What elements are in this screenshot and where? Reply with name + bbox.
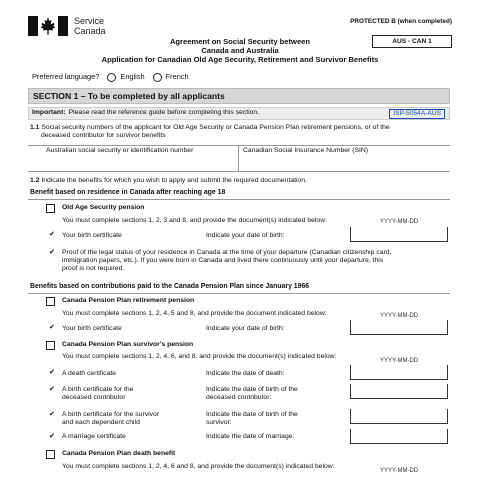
check-icon: ✔ [49, 324, 55, 331]
cpp-retirement-birth-date-input[interactable] [350, 320, 448, 335]
survivor-item-contributor-birth-cert: A birth certificate for the deceased contributor [62, 386, 134, 402]
australian-ssn-input[interactable] [46, 156, 236, 170]
cpp-survivor-date-format: YYYY-MM-DD [380, 358, 419, 364]
cpp-retirement-checkbox[interactable] [46, 297, 55, 306]
survivor-item-death-cert: A death certificate [62, 370, 117, 377]
cpp-death-benefit-checkbox[interactable] [46, 450, 55, 459]
oas-birth-date-input[interactable] [350, 227, 448, 242]
oas-date-format: YYYY-MM-DD [380, 219, 419, 225]
cpp-death-benefit-instruction: You must complete sections 1, 2, 4, 6 and 8, and provide the document(s) indicated below: [62, 463, 335, 470]
brand-name [74, 16, 106, 37]
check-icon: ✔ [49, 433, 55, 440]
canadian-sin-input[interactable] [242, 156, 448, 170]
section-1-header: SECTION 1 – To be completed by all applicants [28, 88, 450, 104]
residence-heading: Benefit based on residence in Canada after reaching age 18 [30, 189, 226, 196]
brand-line-1: Service [74, 16, 105, 26]
cpp-retirement-prompt: Indicate your date of birth: [206, 325, 285, 332]
maple-leaf-icon [38, 16, 58, 36]
language-question: Preferred language? [32, 72, 100, 82]
cpp-retirement-instruction: You must complete sections 1, 2, 4, 5 and 8, and provide the document indicated below: [62, 310, 327, 317]
q1-1-text-line1: Social security numbers of the applicant for Old Age Security or Canada Pension Plan retirement pensions, or of the [41, 124, 390, 131]
survivor-marriage-date-prompt: Indicate the date of marriage: [206, 433, 295, 440]
survivor-contributor-birth-date-input[interactable] [350, 384, 448, 399]
cpp-retirement-item: Your birth certificate [62, 325, 122, 332]
important-text: Please read the reference guide before completing this section. [68, 109, 260, 117]
survivor-death-date-input[interactable] [350, 365, 448, 380]
cpp-death-benefit-label: Canada Pension Plan death benefit [62, 450, 176, 457]
french-label: French [165, 72, 189, 82]
check-icon: ✔ [49, 231, 55, 238]
survivor-item-marriage-cert: A marriage certificate [62, 433, 126, 440]
cpp-retirement-label: Canada Pension Plan retirement pension [62, 297, 195, 304]
q1-2-number: 1.2 [30, 177, 40, 184]
check-icon: ✔ [49, 411, 55, 418]
survivor-death-date-prompt: Indicate the date of death: [206, 370, 285, 377]
cpp-retirement-date-format: YYYY-MM-DD [380, 313, 419, 319]
form-title [90, 37, 390, 64]
oas-item-birth-cert: Your birth certificate [62, 232, 122, 239]
canadian-sin-label: Canadian Social Insurance Number (SIN) [243, 147, 369, 154]
important-label: Important: [32, 109, 66, 117]
english-label: English [120, 72, 145, 82]
survivor-survivor-birth-prompt: Indicate the date of birth of the survivor: [206, 411, 298, 427]
survivor-item-survivor-birth-cert: A birth certificate for the survivor and each dependent child [62, 411, 160, 427]
protected-label: PROTECTED B (when completed) [350, 18, 452, 25]
question-1-1 [30, 124, 450, 140]
title-line-1: Agreement on Social Security between [169, 37, 311, 46]
cpp-survivor-label: Canada Pension Plan survivor's pension [62, 341, 194, 348]
survivor-contributor-birth-prompt: Indicate the date of birth of the deceased contributor: [206, 386, 298, 402]
title-line-2: Canada and Australia [201, 46, 279, 56]
contributions-heading: Benefits based on contributions paid to the Canada Pension Plan since January 1966 [30, 283, 310, 290]
q1-1-text-line2: deceased contributor for survivor benefits [41, 132, 166, 140]
oas-checkbox[interactable] [46, 204, 55, 213]
form-code-box: AUS - CAN 1 [372, 35, 452, 48]
survivor-survivor-birth-date-input[interactable] [350, 409, 448, 424]
brand-line-2: Canada [74, 26, 106, 37]
reference-guide-link[interactable]: ISP-5054A-AUS [389, 109, 445, 119]
cpp-death-date-format: YYYY-MM-DD [380, 468, 419, 474]
english-radio[interactable] [107, 73, 116, 82]
question-1-2 [30, 177, 450, 185]
language-row [32, 73, 189, 82]
oas-label: Old Age Security pension [62, 204, 145, 211]
title-line-3: Application for Canadian Old Age Security, Retirement and Survivor Benefits [101, 55, 379, 65]
q1-2-text: Indicate the benefits for which you wish to apply and submit the required documentation. [41, 177, 307, 184]
french-radio[interactable] [153, 73, 162, 82]
canada-flag-logo [28, 16, 68, 36]
oas-item-legal-status: Proof of the legal status of your residence in Canada at the time of your departure (Canadian citizenship card, immigration papers, etc.). If you were born in Canada and lived there continuously until your departure, this proof is not required. [62, 249, 392, 273]
cpp-survivor-checkbox[interactable] [46, 341, 55, 350]
survivor-marriage-date-input[interactable] [350, 429, 448, 444]
check-icon: ✔ [49, 249, 55, 256]
oas-instruction: You must complete sections 1, 2, 3 and 8, and provide the document(s) indicated below: [62, 217, 327, 224]
oas-birth-date-prompt: Indicate your date of birth: [206, 232, 285, 239]
check-icon: ✔ [49, 369, 55, 376]
australian-ssn-label: Australian social security or identification number [46, 147, 194, 154]
q1-1-number: 1.1 [30, 124, 40, 131]
important-notice [28, 107, 450, 120]
check-icon: ✔ [49, 386, 55, 393]
cpp-survivor-instruction: You must complete sections 1, 2, 4, 6, and 8, and provide the document(s) indicated below: [62, 353, 337, 360]
